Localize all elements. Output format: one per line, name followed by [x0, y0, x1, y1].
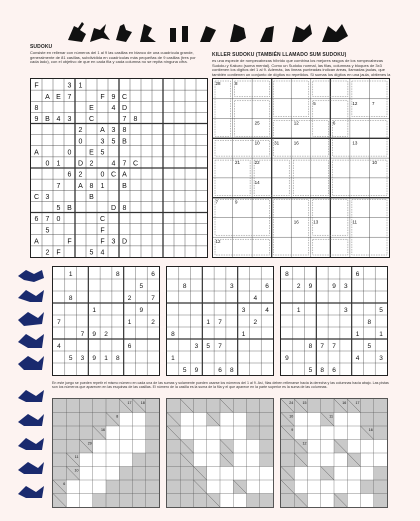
sudoku-cell-value: 4 — [100, 249, 105, 257]
mid2x-cell-value: 8 — [229, 367, 234, 374]
sudoku-cell-value: B — [67, 205, 72, 213]
kak3-clue-value: 24 — [289, 401, 294, 405]
kak2-block-cell — [167, 399, 180, 413]
kak2-block-cell — [207, 399, 220, 413]
sudoku-cell-value: 2 — [78, 127, 83, 135]
mid3yz-cell-value: 7 — [320, 343, 325, 350]
sudoku-cell-value: C — [132, 160, 139, 168]
kak1-block-cell — [93, 399, 106, 413]
mid2x-cell-value: 6 — [265, 283, 269, 290]
killer-cage-sum: 5 — [313, 100, 316, 106]
kak3-block-cell — [281, 440, 294, 454]
kak1-block-cell — [146, 413, 159, 427]
sudoku-cell-value: 8 — [122, 205, 127, 213]
sudoku-cell-value: D — [121, 104, 128, 112]
sudoku-cell-value: 4 — [111, 160, 116, 168]
killer-cage-sum: 10 — [371, 160, 377, 166]
kak1-clue-value: 16 — [101, 428, 105, 432]
kak2-block-cell — [167, 467, 180, 481]
sudoku-cell-value: 3 — [67, 116, 72, 124]
sudoku-cell-value: 2 — [78, 171, 83, 179]
sudoku-cell-value: D — [121, 238, 128, 246]
killer-cage-sum: 8 — [235, 81, 238, 86]
sudoku-cell-value: C — [33, 193, 40, 201]
sudoku-cell-value: D — [110, 205, 117, 213]
sudoku-cell-value: 8 — [89, 182, 94, 190]
kak2-block-cell — [194, 494, 207, 508]
mid2x-cell-value: 7 — [218, 343, 222, 350]
mid3yz-cell-value: 6 — [355, 271, 360, 278]
kak1-clue-value: 18 — [140, 401, 145, 405]
mid3yz-cell-value: 3 — [343, 307, 348, 314]
mid2x-cell-value: 6 — [218, 367, 222, 374]
sudoku-cell-value: C — [88, 116, 95, 124]
sudoku-cell-value: A — [122, 171, 127, 179]
mid3yz-cell-value: 1 — [355, 331, 360, 338]
kakuro-grid-2-svg — [167, 399, 273, 507]
sudoku-cell-value: F — [34, 82, 39, 90]
sudoku-cell-value: 3 — [100, 138, 105, 146]
mid3yz-cell-value: 5 — [367, 343, 372, 350]
sudoku-cell-value: F — [100, 93, 105, 101]
killer-cage-sum: 10 — [254, 140, 260, 146]
kak3-block-cell — [281, 494, 294, 508]
mid2x-cell-value: 7 — [218, 319, 222, 326]
killer-cage-sum: 22 — [254, 160, 260, 166]
killer-cage-sum: 12 — [215, 239, 221, 245]
mid2x-cell-value: 8 — [182, 283, 187, 290]
sudoku-9-grid-1-svg — [53, 267, 159, 375]
kak2-block-cell — [260, 453, 273, 467]
sudoku-9-grid-2-svg — [167, 267, 273, 375]
mid3yz-cell-value: 4 — [355, 355, 360, 362]
mid2x-cell-value: 4 — [265, 307, 269, 314]
sudoku-cell-value: 7 — [45, 216, 50, 224]
mid1-cell-value: 1 — [127, 319, 132, 326]
sudoku-cell-value: 0 — [45, 160, 50, 168]
sudoku-cell-value: E — [56, 93, 61, 101]
sudoku-cell-value: D — [77, 160, 84, 168]
mid1-cell-value: 9 — [92, 355, 97, 362]
kak1-block-cell — [66, 413, 79, 427]
sudoku-cell-value: 2 — [45, 249, 50, 257]
mid3yz-cell-value: 8 — [367, 319, 372, 326]
mid1-cell-value: 2 — [127, 295, 132, 302]
mid2x-cell-value: 2 — [253, 319, 258, 326]
mid2x-cell-value: 5 — [206, 343, 211, 350]
kak3-block-cell — [374, 467, 387, 481]
killer-cage-sum: 6 — [332, 120, 336, 126]
kak1-clue-value: 8 — [116, 414, 119, 419]
kak1-clue-value: 17 — [127, 401, 132, 405]
kak1-block-cell — [106, 494, 119, 508]
mid2x-cell-value: 1 — [206, 319, 211, 326]
kak3-clue-value: 16 — [342, 401, 347, 405]
kak3-block-cell — [374, 413, 387, 427]
sudoku-cell-value: 3 — [111, 127, 116, 135]
killer-cage-sum: 12 — [352, 100, 358, 106]
killer-cage-sum: 7 — [371, 100, 375, 106]
kak1-block-cell — [146, 467, 159, 481]
killer-text: es una especie de rompecabezas híbrido que combina los mejores rasgos de los rompecabezas Sudoku y Kakuro (suma mental). Como un Sudoku normal, las filas, columnas y bloques de 3x3 contienen los dígitos del 1 al 9. Además, las líneas punteadas indican áreas, llamadas jaulas, que también contienen un conjunto de dígitos no repetidos. Si sumas los dígitos en una jaula, obtienes la — [212, 58, 391, 77]
sudoku-cell-value: C — [110, 171, 117, 179]
sudoku-cell-value: 0 — [78, 138, 83, 146]
kak3-block-cell — [374, 480, 387, 494]
mid3yz-cell-value: 8 — [308, 343, 313, 350]
mid3yz-cell-value: 5 — [308, 367, 313, 374]
kak2-block-cell — [167, 440, 180, 454]
sudoku-cell-value: E — [89, 149, 94, 157]
mid3yz-cell-value: 3 — [343, 283, 348, 290]
sudoku-title: SUDOKU — [30, 44, 53, 50]
kakuro-grid-2[interactable] — [166, 398, 274, 508]
sudoku-cell-value: 7 — [122, 116, 127, 124]
mid2x-cell-value: 1 — [171, 355, 175, 362]
side-fighters-banner-icon — [14, 268, 48, 378]
killer-cage-sum: 12 — [293, 120, 299, 126]
sudoku-cell-value: 5 — [89, 249, 94, 257]
kak2-block-cell — [247, 399, 260, 413]
kak3-block-cell — [374, 399, 387, 413]
sudoku-cell-value: 2 — [89, 160, 94, 168]
sudoku-cell-value: 4 — [111, 104, 116, 112]
sudoku-cell-value: 3 — [45, 193, 50, 201]
kak1-block-cell — [66, 440, 79, 454]
sudoku-cell-value: 1 — [100, 182, 105, 190]
mid2x-cell-value: 1 — [241, 331, 246, 338]
kak2-block-cell — [260, 440, 273, 454]
mid1-cell-value: 1 — [68, 271, 73, 278]
kakuro-grid-3[interactable] — [280, 398, 388, 508]
kak1-block-cell — [133, 480, 146, 494]
sudoku-cell-value: E — [89, 104, 94, 112]
kak1-clue-value: 29 — [87, 441, 92, 446]
kak1-block-cell — [66, 426, 79, 440]
mid1-cell-value: 9 — [139, 307, 144, 314]
kak1-block-cell — [146, 480, 159, 494]
kak1-block-cell — [53, 440, 66, 454]
mid1-cell-value: 5 — [68, 355, 73, 362]
kak1-clue-value: 6 — [63, 482, 66, 486]
kak2-block-cell — [180, 494, 193, 508]
sudoku-9-grid-2[interactable] — [166, 266, 274, 376]
kak3-clue-value: 15 — [302, 401, 307, 405]
mid1-cell-value: 9 — [92, 331, 97, 338]
mid3yz-cell-value: 2 — [296, 283, 301, 290]
mid3yz-cell-value: 9 — [285, 355, 289, 362]
killer-cage-sum: 16 — [293, 140, 299, 146]
sudoku-cell-value: B — [122, 182, 127, 190]
kak2-block-cell — [194, 399, 207, 413]
kak2-block-cell — [180, 467, 193, 481]
sudoku-cell-value: 1 — [78, 82, 83, 90]
sudoku-cell-value: B — [45, 116, 50, 124]
sudoku-cell-value: F — [67, 238, 72, 246]
mid3yz-cell-value: 6 — [332, 367, 336, 374]
kak3-block-cell — [361, 413, 374, 427]
killer-cage-sum: 7 — [215, 199, 219, 205]
sudoku-cell-value: C — [99, 216, 106, 224]
kak1-block-cell — [53, 453, 66, 467]
kak1-block-cell — [93, 494, 106, 508]
kak1-block-cell — [133, 467, 146, 481]
kak1-block-cell — [146, 399, 159, 413]
kak2-block-cell — [233, 399, 246, 413]
mid2x-cell-value: 8 — [171, 331, 175, 338]
mid3yz-cell-value: 9 — [332, 283, 336, 290]
kak1-clue-value: 10 — [74, 468, 79, 473]
kak3-clue-value: 10 — [289, 414, 294, 419]
sudoku-9-grid-3-svg — [281, 267, 387, 375]
sudoku-cell-value: F — [100, 227, 105, 235]
mid3yz-cell-value: 8 — [320, 367, 325, 374]
kakuro-grid-3-svg — [281, 399, 387, 507]
sudoku-cell-value: 8 — [34, 104, 39, 112]
kak1-block-cell — [80, 426, 93, 440]
sudoku-description — [30, 44, 205, 65]
kak3-clue-value: 17 — [355, 401, 360, 405]
kak3-block-cell — [361, 399, 374, 413]
sudoku-cell-value: 4 — [56, 116, 61, 124]
mid1-cell-value: 6 — [127, 343, 132, 350]
sudoku-cell-value: 8 — [122, 127, 127, 135]
killer-cage-sum: 16 — [293, 219, 299, 225]
side-fighters-banner-2-icon — [14, 388, 48, 506]
sudoku-cell-value: 5 — [100, 149, 105, 157]
mid1-cell-value: 1 — [104, 355, 108, 362]
kak3-block-cell — [281, 453, 294, 467]
sudoku-cell-value: 0 — [56, 216, 61, 224]
kak1-block-cell — [53, 413, 66, 427]
kak1-block-cell — [119, 480, 132, 494]
sudoku-cell-value: A — [100, 127, 105, 135]
kak1-block-cell — [53, 467, 66, 481]
killer-sudoku-grid[interactable] — [212, 78, 390, 258]
mid3yz-cell-value: 7 — [332, 343, 336, 350]
mid1-cell-value: 8 — [115, 355, 120, 362]
kakuro-text: En este juego se pueden repetir el mismo número en cada una de las sumas y solamente pueden usarse los números del 1 al 9. Así, fílas deben rellenarse hacia la derecha y las columnas hacia abajo. Las pistas son los números que aparecen en las esquinas de las casillas. El número de la casilla es la suma de la fila y el que aparece en la parte superior es la suma de las columnas. — [52, 381, 389, 390]
sudoku-cell-value: A — [78, 182, 83, 190]
kak2-block-cell — [260, 399, 273, 413]
killer-cage — [215, 239, 270, 255]
kak1-block-cell — [66, 399, 79, 413]
sudoku-cell-value: 6 — [67, 171, 72, 179]
sudoku-cell-value: 1 — [56, 160, 61, 168]
sudoku-cell-value: 7 — [122, 160, 127, 168]
kak1-block-cell — [80, 399, 93, 413]
kak1-block-cell — [119, 467, 132, 481]
killer-cage-sum: 28 — [215, 81, 221, 86]
kak3-block-cell — [374, 426, 387, 440]
sudoku-cell-value: B — [89, 193, 94, 201]
kak3-clue-value: 9 — [291, 428, 294, 432]
kak2-block-cell — [247, 426, 260, 440]
sudoku-cell-value: 5 — [111, 138, 116, 146]
mid1-cell-value: 5 — [139, 283, 144, 290]
kak3-clue-value: 16 — [368, 428, 373, 432]
mid1-cell-value: 7 — [57, 319, 61, 326]
sudoku-9-grid-1[interactable] — [52, 266, 160, 376]
sudoku-cell-value: 0 — [67, 149, 72, 157]
killer-cage-sum: 14 — [254, 179, 260, 185]
mid1-cell-value: 6 — [151, 271, 155, 278]
killer-cage-sum: 13 — [313, 219, 319, 225]
kak2-block-cell — [167, 494, 180, 508]
kak3-block-cell — [308, 399, 321, 413]
sudoku-16-svg — [31, 79, 207, 257]
kak1-block-cell — [106, 399, 119, 413]
sudoku-cell-value: 9 — [34, 116, 39, 124]
kak1-block-cell — [93, 413, 106, 427]
sudoku-cell-value: 5 — [45, 227, 50, 235]
sudoku-16-grid[interactable] — [30, 78, 208, 258]
kak1-block-cell — [80, 413, 93, 427]
killer-title: KILLER SUDOKU (TAMBIÉN LLAMADO SUM SUDOKU) — [212, 52, 347, 58]
mid1-cell-value: 1 — [92, 307, 97, 314]
mid1-cell-value: 3 — [80, 355, 85, 362]
mid3yz-cell-value: 9 — [308, 283, 313, 290]
sudoku-cell-value: 9 — [111, 93, 116, 101]
killer-sudoku-svg — [213, 79, 389, 257]
sudoku-9-grid-3[interactable] — [280, 266, 388, 376]
kak3-block-cell — [374, 494, 387, 508]
mid1-cell-value: 2 — [151, 319, 155, 326]
mid2x-cell-value: 3 — [241, 307, 246, 314]
killer-cage-sum: 21 — [235, 160, 241, 166]
kak1-clue-value: 11 — [74, 455, 79, 459]
kak1-block-cell — [133, 494, 146, 508]
kak1-block-cell — [146, 494, 159, 508]
sudoku-cell-value: 8 — [133, 116, 138, 124]
killer-cage-sum: 11 — [352, 219, 358, 225]
kak1-block-cell — [53, 426, 66, 440]
sudoku-cell-value: 3 — [67, 82, 72, 90]
killer-cage-sum: 31 — [274, 140, 280, 146]
killer-cage-sum: 9 — [235, 199, 238, 205]
kak2-block-cell — [247, 494, 260, 508]
mid1-cell-value: 2 — [104, 331, 108, 338]
mid2x-cell-value: 3 — [194, 343, 199, 350]
killer-cage-sum: 25 — [254, 120, 260, 126]
killer-cage-sum: 13 — [352, 140, 358, 146]
kak3-clue-value: 11 — [329, 414, 333, 419]
sudoku-cell-value: 6 — [34, 216, 39, 224]
sudoku-cell-value: 5 — [56, 205, 61, 213]
kak1-block-cell — [53, 399, 66, 413]
mid2x-cell-value: 3 — [229, 283, 234, 290]
sudoku-cell-value: B — [122, 138, 127, 146]
sudoku-cell-value: A — [34, 149, 39, 157]
mid1-cell-value: 8 — [68, 295, 73, 302]
mid1-cell-value: 7 — [151, 295, 155, 302]
kak3-clue-value: 12 — [302, 441, 307, 446]
kak2-block-cell — [260, 426, 273, 440]
sudoku-cell-value: 7 — [67, 93, 72, 101]
kak2-block-cell — [247, 413, 260, 427]
sudoku-cell-value: C — [121, 93, 128, 101]
mid2x-cell-value: 5 — [182, 367, 187, 374]
kakuro-grid-1-svg — [53, 399, 159, 507]
sudoku-cell-value: 0 — [100, 171, 105, 179]
kak2-block-cell — [180, 480, 193, 494]
kak2-block-cell — [260, 413, 273, 427]
mid2x-cell-value: 4 — [253, 295, 258, 302]
killer-cage — [215, 81, 231, 136]
kak1-block-cell — [133, 453, 146, 467]
kakuro-description — [52, 380, 392, 389]
mid3yz-cell-value: 1 — [296, 307, 301, 314]
sudoku-cell-value: F — [100, 238, 105, 246]
kak2-block-cell — [260, 494, 273, 508]
killer-cage — [215, 140, 270, 156]
kak2-block-cell — [167, 453, 180, 467]
mid2x-cell-value: 9 — [194, 367, 199, 374]
sudoku-cell-value: F — [56, 249, 61, 257]
mid3yz-cell-value: 5 — [379, 307, 383, 314]
sudoku-cell-value: 3 — [111, 238, 116, 246]
kakuro-grid-1[interactable] — [52, 398, 160, 508]
kak1-block-cell — [146, 453, 159, 467]
sudoku-cell-value: 7 — [56, 182, 61, 190]
mid1-cell-value: 4 — [57, 343, 61, 350]
sudoku-cell-value: A — [34, 238, 39, 246]
kak3-block-cell — [321, 399, 334, 413]
sudoku-text: Consiste en rellenar con números del 1 al 9 las casillas en blanco de una cuadrícula grande, generalmente de 81 casillas, subdividida en cuadrículas más pequeñas de 9 casillas (tres por cada lado), con el objetivo de que en cada fila y cada columna no se repita ninguna cifra. — [30, 50, 196, 65]
kak2-block-cell — [167, 480, 180, 494]
mid1-cell-value: 8 — [115, 271, 120, 278]
kak1-block-cell — [146, 426, 159, 440]
mid3yz-cell-value: 3 — [379, 355, 383, 362]
mid3yz-cell-value: 8 — [285, 271, 289, 278]
kak3-block-cell — [361, 480, 374, 494]
kak1-block-cell — [146, 440, 159, 454]
sudoku-cell-value: A — [45, 93, 50, 101]
mid1-cell-value: 7 — [80, 331, 85, 338]
kak1-block-cell — [119, 494, 132, 508]
kak1-block-cell — [106, 480, 119, 494]
mid3yz-cell-value: 1 — [379, 331, 383, 338]
